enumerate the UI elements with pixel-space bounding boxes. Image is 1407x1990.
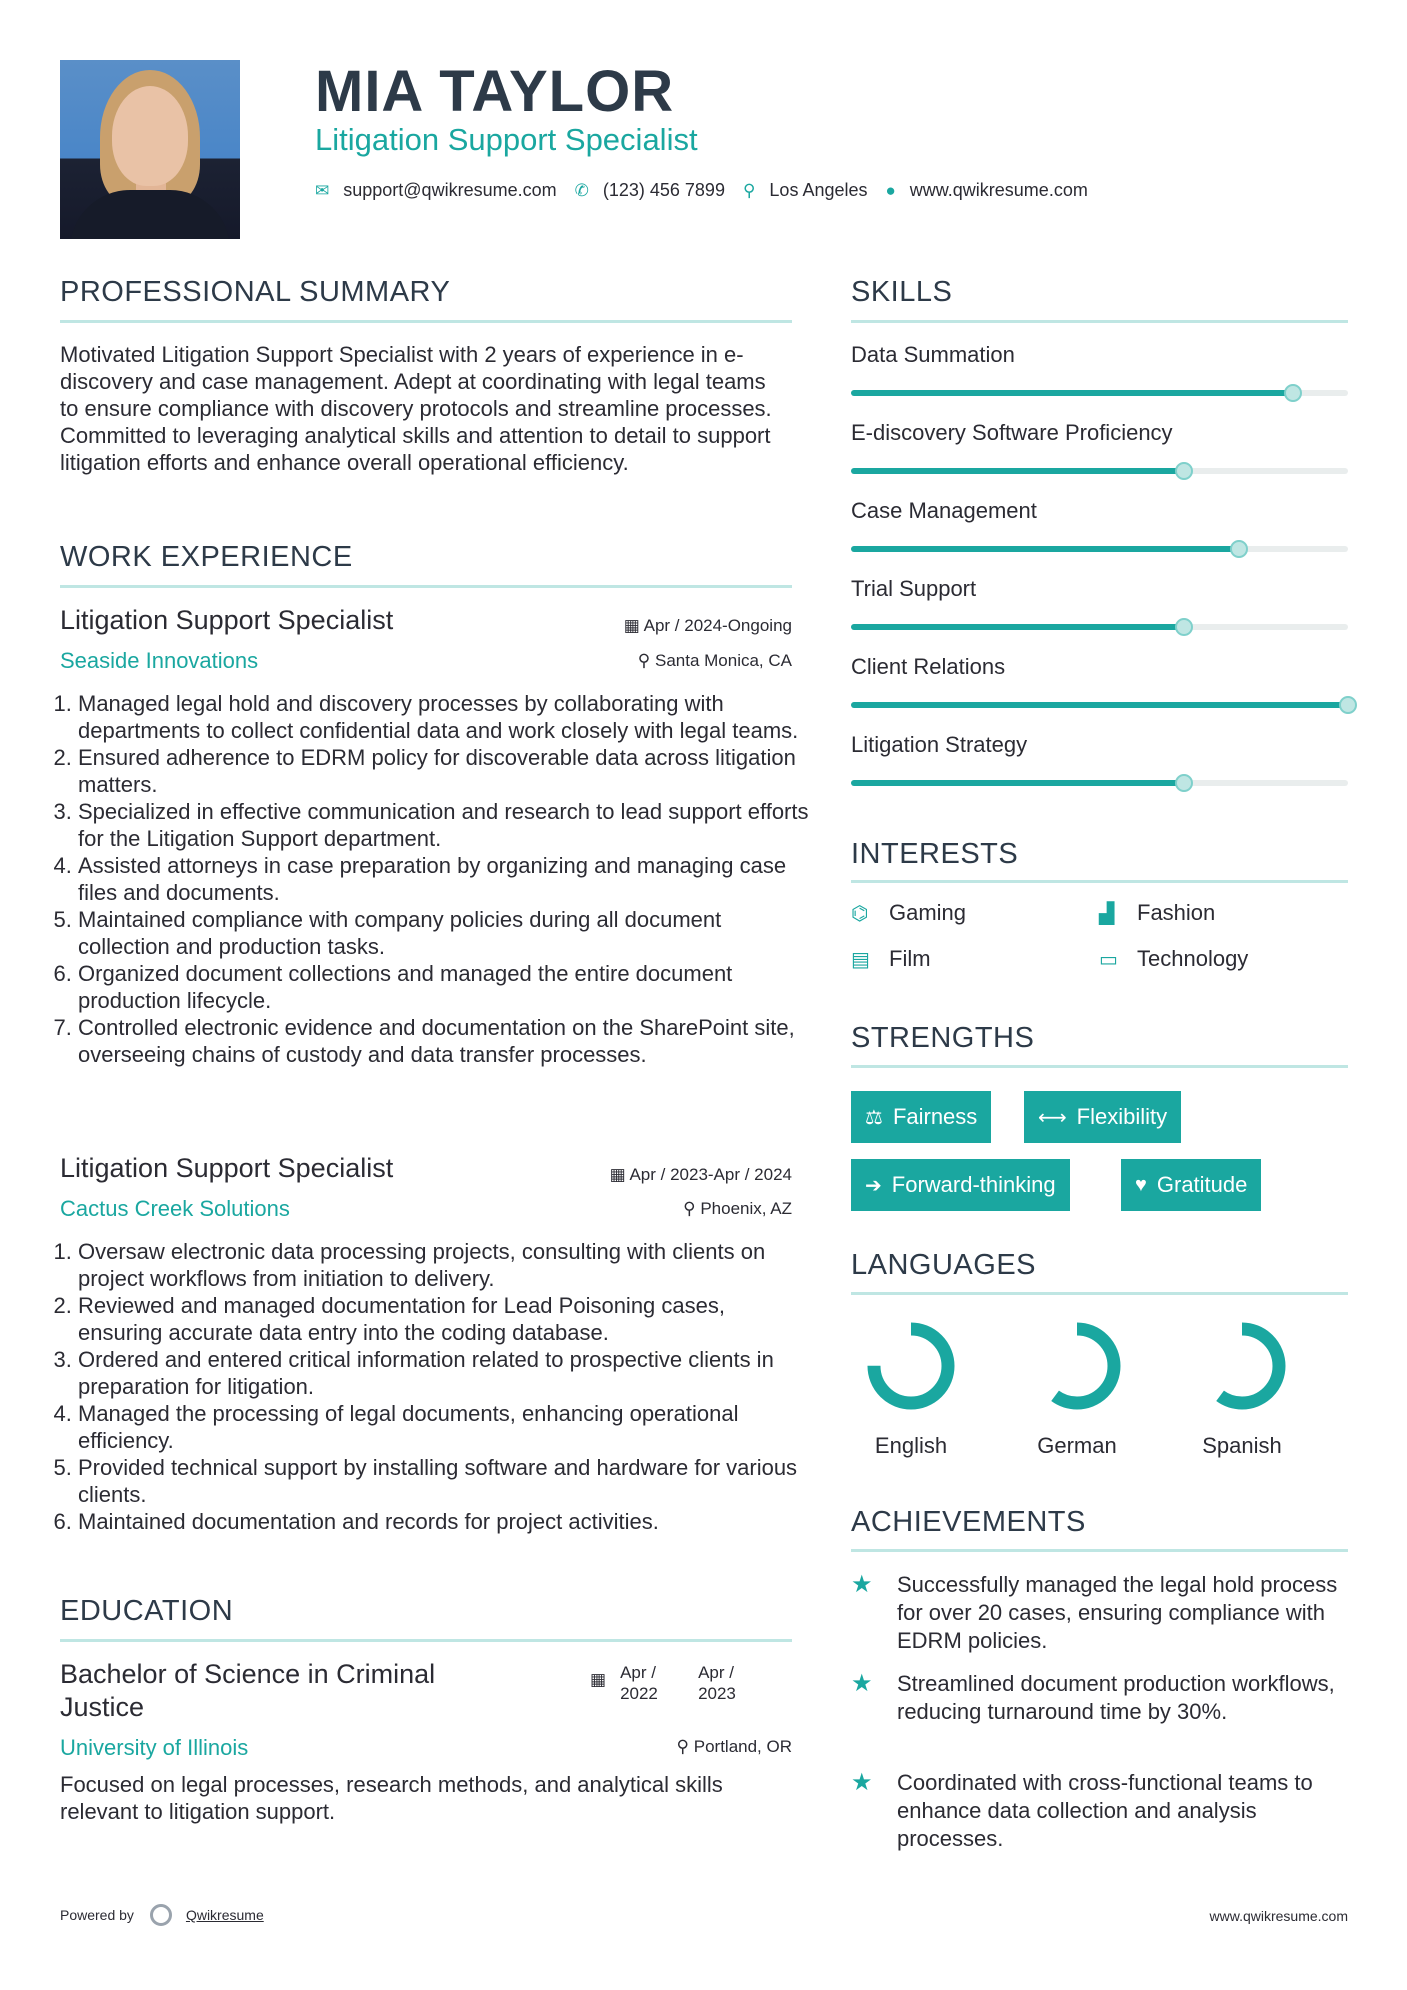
language-gauge xyxy=(851,1318,971,1414)
education-text: Focused on legal processes, research methods, and analytical skills relevant to litigation support. xyxy=(60,1772,723,1824)
qwikresume-logo-icon xyxy=(150,1904,172,1926)
language-gauge xyxy=(1182,1318,1302,1414)
star-icon: ★ xyxy=(851,1571,873,1598)
heart-icon: ♥ xyxy=(1135,1173,1147,1196)
shopping-bag-icon: ▟ xyxy=(1099,902,1115,925)
skill-item: Trial Support xyxy=(851,576,1348,654)
arrow-right-icon: ➔ xyxy=(865,1174,882,1197)
pin-icon: ⚲ xyxy=(683,1199,696,1218)
map-pin-icon: ⚲ xyxy=(742,180,756,200)
skills-list xyxy=(851,342,1348,810)
interests-rule xyxy=(851,880,1348,883)
strengths-rule xyxy=(851,1065,1348,1068)
languages-list xyxy=(851,1318,1348,1468)
footer-site[interactable]: www.qwikresume.com xyxy=(1209,1908,1348,1924)
list-item: 1. Managed legal hold and discovery processes by collaborating with departments to collect confidential data and work closely with legal teams. xyxy=(78,690,810,744)
job-location: ⚲ Santa Monica, CA xyxy=(637,651,792,670)
language-label: English xyxy=(874,1433,948,1458)
envelope-icon: ✉ xyxy=(315,180,330,200)
school-name: University of Illinois xyxy=(60,1735,249,1760)
summary-text: Motivated Litigation Support Specialist with 2 years of experience in e-discovery and case management. Adept at coordinating with legal teams to ensure compliance with discovery protocols and streamline processes. Committed to leveraging analytical skills and attention to detail to support litigation efforts and enhance overall operational efficiency. xyxy=(60,342,772,475)
list-item: 4. Managed the processing of legal documents, enhancing operational efficiency. xyxy=(78,1400,810,1454)
achievement-item: ★ Successfully managed the legal hold process for over 20 cases, ensuring compliance with EDRM policies. xyxy=(851,1571,1338,1653)
degree-title: Bachelor of Science in Criminal Justice xyxy=(60,1659,436,1722)
contact-location xyxy=(743,180,868,201)
list-item: 2. Reviewed and managed documentation for Lead Poisoning cases, ensuring accurate data entry into the coding database. xyxy=(78,1292,810,1346)
skill-bar xyxy=(851,546,1348,552)
arrows-horizontal-icon: ⟷ xyxy=(1038,1106,1067,1129)
footer-powered: Powered by Qwikresume xyxy=(60,1904,264,1926)
language-item xyxy=(851,1318,971,1459)
contact-website[interactable] xyxy=(886,180,1088,201)
job-dates: ▦ Apr / 2024-Ongoing xyxy=(623,616,792,635)
skill-bar xyxy=(851,702,1348,708)
job-dates: ▦ Apr / 2023-Apr / 2024 xyxy=(609,1165,792,1184)
interest-film: ▤ Film xyxy=(851,946,931,971)
job-company: Seaside Innovations xyxy=(60,648,259,673)
interest-fashion: ▟ Fashion xyxy=(1099,900,1216,925)
language-item xyxy=(1017,1318,1137,1459)
interest-technology: ▭ Technology xyxy=(1099,946,1249,971)
skill-item: Client Relations xyxy=(851,654,1348,732)
list-item: 5. Maintained compliance with company policies during all document collection and production tasks. xyxy=(78,906,810,960)
strength-badge-flexibility: ⟷ Flexibility xyxy=(1024,1091,1181,1143)
calendar-icon: ▦ xyxy=(609,1165,626,1184)
skill-item: Litigation Strategy xyxy=(851,732,1348,810)
phone-text: (123) 456 7899 xyxy=(602,180,725,200)
achievement-item: ★ Streamlined document production workflows, reducing turnaround time by 30%. xyxy=(851,1670,1335,1724)
globe-icon: ● xyxy=(885,180,896,200)
list-item: 2. Ensured adherence to EDRM policy for discoverable data across litigation matters. xyxy=(78,744,810,798)
achievement-item: ★ Coordinated with cross-functional teams to enhance data collection and analysis processes. xyxy=(851,1769,1313,1851)
list-item: 3. Specialized in effective communication and research to lead support efforts for the Litigation Support department. xyxy=(78,798,810,852)
contact-bar xyxy=(315,180,1106,201)
skill-item: Case Management xyxy=(851,498,1348,576)
languages-heading: LANGUAGES xyxy=(851,1249,1036,1281)
calendar-icon: ▦ xyxy=(590,1670,607,1689)
list-item: 6. Maintained documentation and records for project activities. xyxy=(78,1508,810,1535)
achievements-rule xyxy=(851,1549,1348,1552)
skill-bar xyxy=(851,624,1348,630)
gamepad-icon: ⌬ xyxy=(851,902,869,925)
education-location: ⚲ Portland, OR xyxy=(676,1737,792,1756)
film-icon: ▤ xyxy=(851,948,870,971)
star-icon: ★ xyxy=(851,1670,873,1697)
contact-email[interactable] xyxy=(315,180,557,201)
list-item: 6. Organized document collections and managed the entire document production lifecycle. xyxy=(78,960,810,1014)
list-item: 3. Ordered and entered critical information related to prospective clients in preparation for litigation. xyxy=(78,1346,810,1400)
interest-gaming: ⌬ Gaming xyxy=(851,900,967,925)
list-item: 7. Controlled electronic evidence and documentation on the SharePoint site, overseeing chains of custody and data transfer processes. xyxy=(78,1014,810,1068)
skill-item: Data Summation xyxy=(851,342,1348,420)
experience-heading: WORK EXPERIENCE xyxy=(60,541,353,573)
candidate-name: MIA TAYLOR xyxy=(315,59,675,124)
location-text: Los Angeles xyxy=(769,180,868,200)
summary-rule xyxy=(60,320,792,323)
pin-icon: ⚲ xyxy=(637,651,651,670)
skills-rule xyxy=(851,320,1348,323)
interests-heading: INTERESTS xyxy=(851,838,1019,870)
strengths-heading: STRENGTHS xyxy=(851,1022,1035,1054)
calendar-icon: ▦ xyxy=(623,616,640,635)
job-title: Litigation Support Specialist xyxy=(60,605,394,635)
job-location: ⚲ Phoenix, AZ xyxy=(683,1199,792,1218)
education-rule xyxy=(60,1639,792,1642)
job-title: Litigation Support Specialist xyxy=(60,1153,394,1183)
email-text: support@qwikresume.com xyxy=(343,180,557,200)
skill-bar xyxy=(851,780,1348,786)
candidate-title: Litigation Support Specialist xyxy=(315,122,698,157)
scale-icon: ⚖ xyxy=(865,1106,883,1129)
list-item: 1. Oversaw electronic data processing projects, consulting with clients on project workflows from initiation to delivery. xyxy=(78,1238,810,1292)
website-text: www.qwikresume.com xyxy=(909,180,1088,200)
languages-rule xyxy=(851,1292,1348,1295)
job-bullets xyxy=(60,1238,810,1535)
achievements-heading: ACHIEVEMENTS xyxy=(851,1506,1086,1538)
language-label: German xyxy=(1037,1433,1117,1458)
laptop-icon: ▭ xyxy=(1099,948,1118,971)
skill-item: E-discovery Software Proficiency xyxy=(851,420,1348,498)
pin-icon: ⚲ xyxy=(676,1737,689,1756)
education-heading: EDUCATION xyxy=(60,1595,234,1627)
phone-icon: ✆ xyxy=(574,180,589,200)
job-bullets xyxy=(60,690,810,1068)
strength-badge-fairness: ⚖ Fairness xyxy=(851,1091,991,1143)
skills-heading: SKILLS xyxy=(851,276,953,308)
language-label: Spanish xyxy=(1202,1433,1282,1458)
skill-bar xyxy=(851,390,1348,396)
strength-badge-forward-thinking: ➔ Forward-thinking xyxy=(851,1159,1070,1211)
list-item: 4. Assisted attorneys in case preparation by organizing and managing case files and documents. xyxy=(78,852,810,906)
strength-badge-gratitude: ♥ Gratitude xyxy=(1121,1159,1261,1211)
education-dates: ▦ Apr / 2022 Apr / 2023 xyxy=(590,1663,736,1703)
summary-heading: PROFESSIONAL SUMMARY xyxy=(60,276,451,308)
job-company: Cactus Creek Solutions xyxy=(60,1196,290,1221)
language-gauge xyxy=(1017,1318,1137,1414)
language-item xyxy=(1182,1318,1302,1459)
star-icon: ★ xyxy=(851,1769,873,1796)
profile-photo xyxy=(60,60,240,239)
qwikresume-link[interactable]: Qwikresume xyxy=(185,1907,264,1923)
experience-rule xyxy=(60,585,792,588)
list-item: 5. Provided technical support by installing software and hardware for various clients. xyxy=(78,1454,810,1508)
skill-bar xyxy=(851,468,1348,474)
contact-phone[interactable] xyxy=(575,180,725,201)
